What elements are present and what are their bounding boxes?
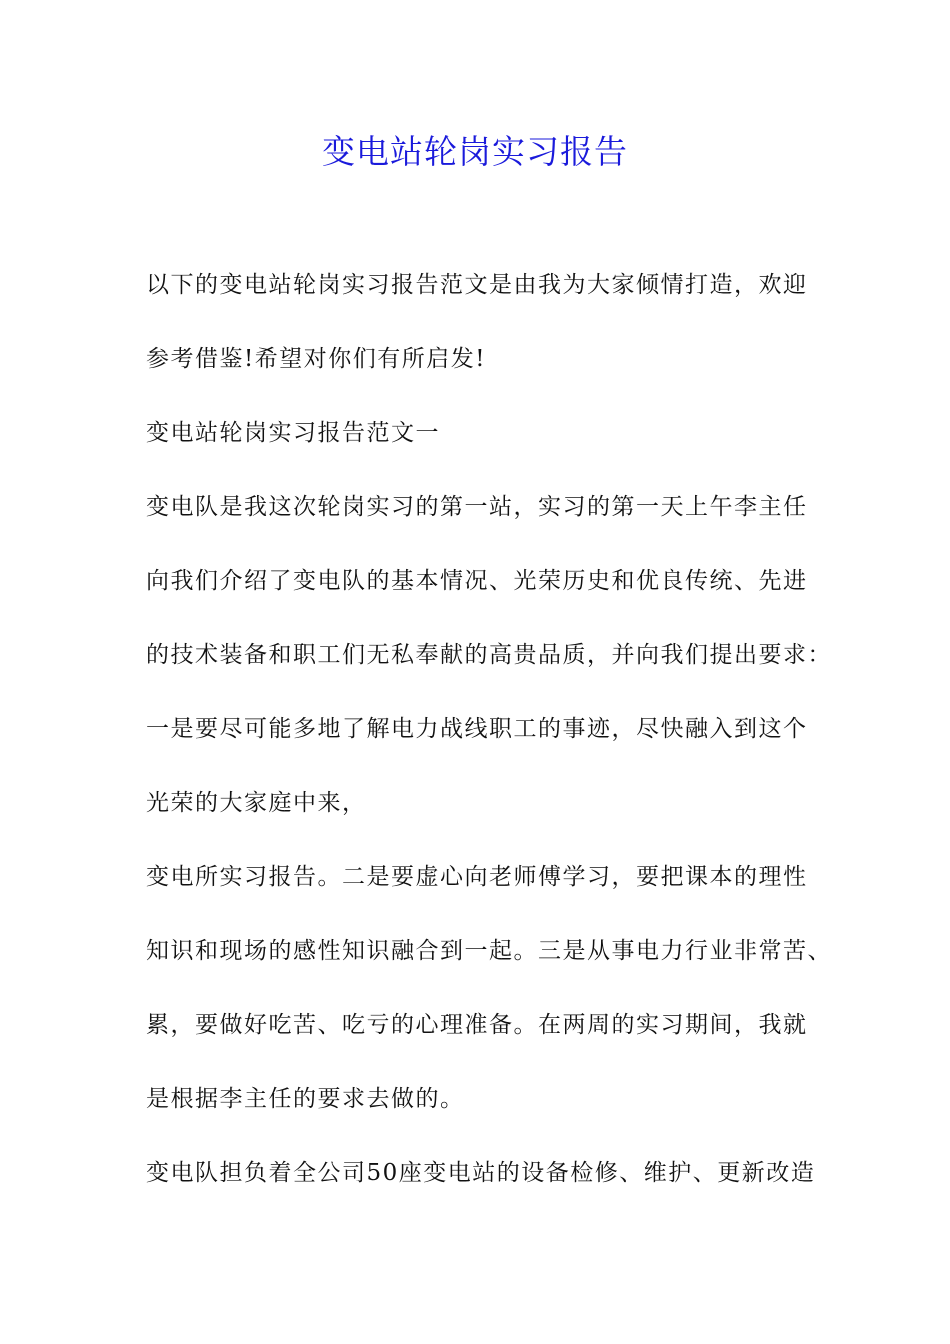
text-line-13: 变电队担负着全公司50座变电站的设备检修、维护、更新改造	[146, 1160, 816, 1186]
text-line-7: 一是要尽可能多地了解电力战线职工的事迹，尽快融入到这个	[146, 716, 808, 742]
text-line-10: 知识和现场的感性知识融合到一起。三是从事电力行业非常苦、	[146, 938, 832, 964]
text-line-1: 以下的变电站轮岗实习报告范文是由我为大家倾情打造，欢迎	[146, 272, 808, 298]
text-line-2: 参考借鉴!希望对你们有所启发!	[146, 346, 486, 372]
text-line-8: 光荣的大家庭中来，	[146, 790, 367, 816]
text-line-5: 向我们介绍了变电队的基本情况、光荣历史和优良传统、先进	[146, 568, 808, 594]
text-line-11: 累，要做好吃苦、吃亏的心理准备。在两周的实习期间，我就	[146, 1012, 808, 1038]
text-line-12: 是根据李主任的要求去做的。	[146, 1086, 465, 1112]
section-heading: 变电站轮岗实习报告范文一	[146, 420, 440, 446]
text-line-9: 变电所实习报告。二是要虚心向老师傅学习，要把课本的理性	[146, 864, 808, 890]
document-title: 变电站轮岗实习报告	[322, 132, 628, 171]
text-line-6: 的技术装备和职工们无私奉献的高贵品质，并向我们提出要求：	[146, 642, 832, 668]
text-line-4: 变电队是我这次轮岗实习的第一站，实习的第一天上午李主任	[146, 494, 808, 520]
